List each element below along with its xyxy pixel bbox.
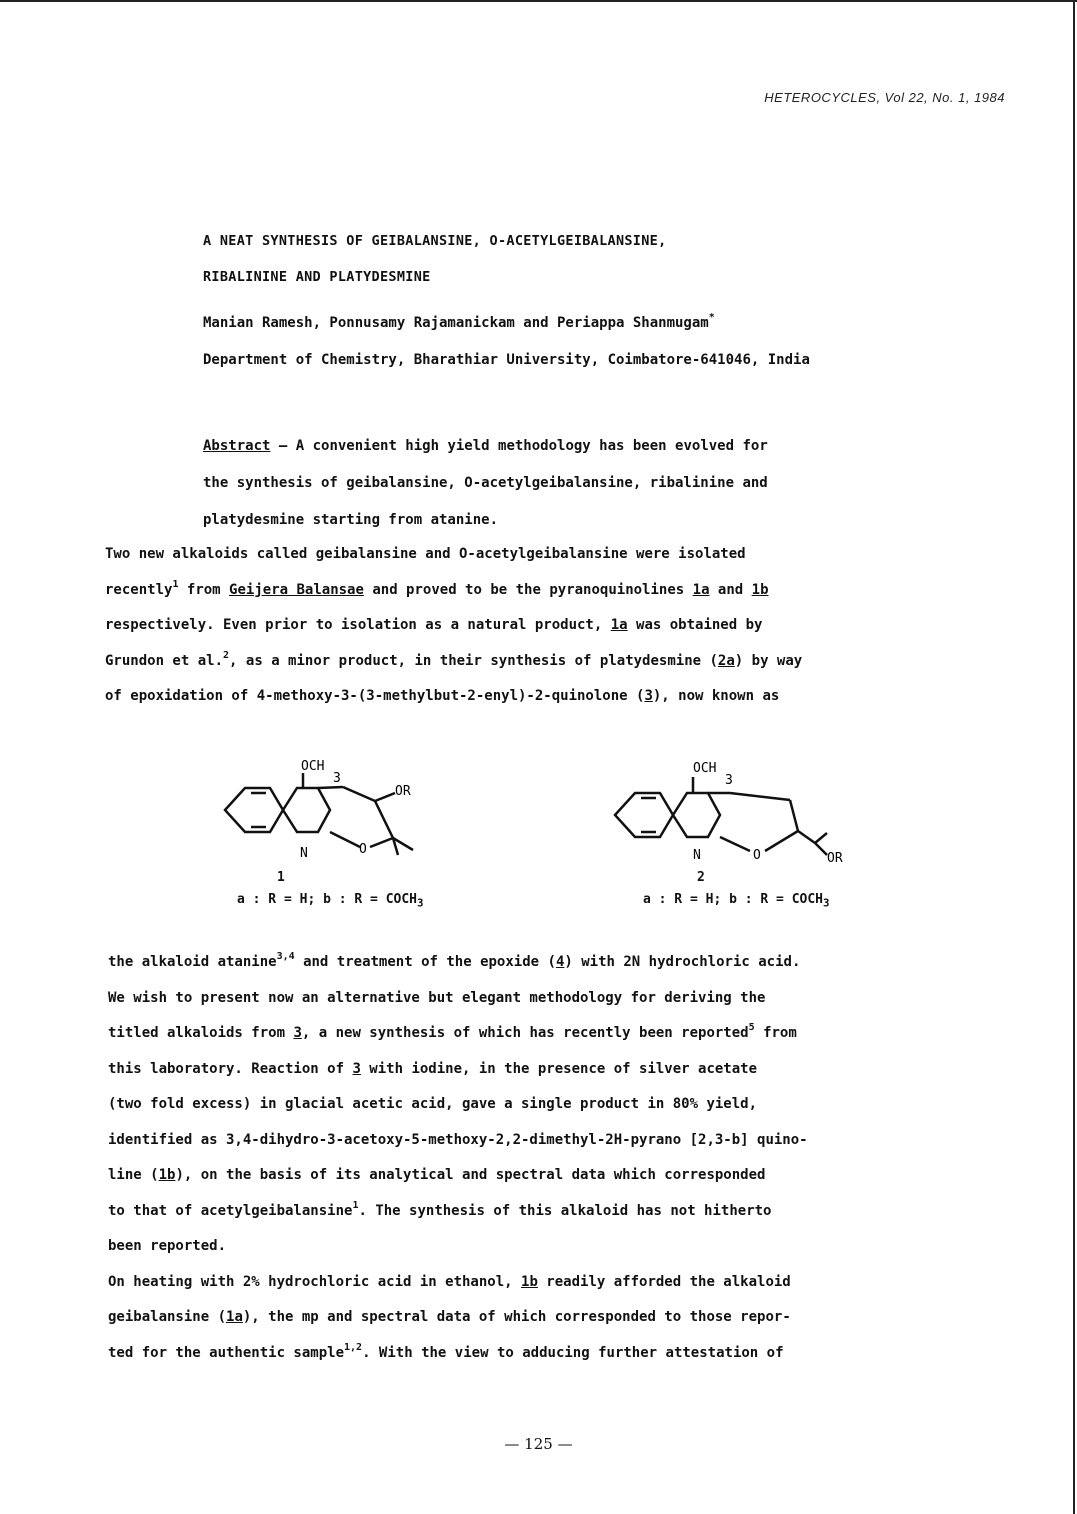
- body-line: We wish to present now an alternative but elegant methodology for deriving the: [108, 989, 766, 1006]
- compound-ref: 3: [644, 688, 653, 704]
- ref-citation: 5: [748, 1022, 755, 1033]
- intro-line: recently$^1$ from Geijera Balansae and proved to be the pyranoquinolines 1a and 1b: [105, 578, 769, 598]
- ref-citation: 2: [223, 649, 230, 661]
- compound-ref: 1b: [751, 581, 769, 598]
- och3-label: OCH: [301, 759, 325, 774]
- affiliation: Department of Chemistry, Bharathiar University, Coimbatore-641046, India: [203, 352, 810, 368]
- oxygen-label: O: [753, 848, 761, 863]
- body-line: the alkaloid atanine$^{3,4}$ and treatment of the epoxide (4) with 2N hydrochloric acid.: [108, 951, 801, 970]
- body-line: geibalansine (1a), the mp and spectral data of which corresponded to those repor-: [108, 1309, 791, 1325]
- body-paragraph: [108, 945, 808, 1371]
- compound-ref: 2a: [717, 652, 735, 669]
- intro-line: Grundon et al.$^2$, as a minor product, in their synthesis of platydesmine (2a) by way: [105, 649, 803, 669]
- body-line: On heating with 2% hydrochloric acid in ethanol, 1b readily afforded the alkaloid: [108, 1273, 791, 1290]
- article-title-line-1: A NEAT SYNTHESIS OF GEIBALANSINE, O-ACETYLGEIBALANSINE,: [203, 233, 667, 249]
- body-line: this laboratory. Reaction of 3 with iodine, in the presence of silver acetate: [108, 1060, 758, 1077]
- species-name: Geijera Balansae: [229, 581, 364, 598]
- structure-2-furoquinoline: [605, 755, 865, 870]
- page-border-right: [1073, 0, 1075, 1514]
- body-line: ted for the authentic sample$^{1,2}$. With the view to adducing further attestation of: [108, 1341, 784, 1361]
- compound-ref: 1a: [692, 581, 710, 598]
- och3-subscript: 3: [725, 773, 733, 788]
- body-line: (two fold excess) in glacial acetic acid, gave a single product in 80% yield,: [108, 1096, 758, 1112]
- authors-text: Manian Ramesh, Ponnusamy Rajamanickam and Periappa Shanmugam: [203, 315, 709, 331]
- structure-2-number: 2: [697, 870, 705, 885]
- or-label: OR: [827, 851, 843, 866]
- abstract-line-3: platydesmine starting from atanine.: [203, 512, 499, 528]
- journal-header: HETEROCYCLES, Vol 22, No. 1, 1984: [764, 90, 1005, 105]
- or-label: OR: [395, 784, 411, 799]
- compound-ref: 1a: [610, 617, 628, 633]
- article-title-line-2: RIBALININE AND PLATYDESMINE: [203, 269, 431, 285]
- corresponding-author-mark: *: [708, 312, 715, 323]
- structure-2-caption: a : R = H; b : $R = COCH_3$: [643, 892, 830, 910]
- structure-1-pyranoquinoline: [215, 755, 445, 865]
- compound-ref: 1b: [158, 1167, 176, 1183]
- compound-ref: 1b: [521, 1273, 538, 1290]
- intro-line: of epoxidation of 4-methoxy-3-(3-methylbut-2-enyl)-2-quinolone (3), now known as: [105, 688, 780, 704]
- intro-line: respectively. Even prior to isolation as a natural product, 1a was obtained by: [105, 617, 763, 633]
- och3-label: OCH: [693, 761, 717, 776]
- compound-ref: 3: [352, 1060, 361, 1077]
- abstract-line-2: the synthesis of geibalansine, O-acetylgeibalansine, ribalinine and: [203, 475, 768, 491]
- body-line: line (1b), on the basis of its analytical and spectral data which corresponded: [108, 1167, 766, 1183]
- body-line: titled alkaloids from 3, a new synthesis of which has recently been reported$^5$ from: [108, 1022, 797, 1041]
- ref-citation: 3,4: [276, 951, 295, 962]
- ref-citation: 1: [352, 1199, 359, 1211]
- compound-ref: 1a: [226, 1309, 243, 1325]
- ref-citation: 1: [172, 578, 179, 590]
- body-line: to that of acetylgeibalansine$^1$. The synthesis of this alkaloid has not hitherto: [108, 1199, 772, 1219]
- structure-1-caption: a : R = H; b : $R = COCH_3$: [237, 892, 424, 910]
- nitrogen-label: N: [300, 846, 308, 861]
- oxygen-label: O: [359, 842, 367, 857]
- compound-ref: 4: [555, 954, 565, 970]
- structure-1-number: 1: [277, 870, 285, 885]
- page-border-top: [0, 0, 1077, 2]
- intro-line: Two new alkaloids called geibalansine and O-acetylgeibalansine were isolated: [105, 546, 746, 562]
- ref-citation: 1,2: [344, 1341, 363, 1353]
- author-list: [203, 312, 715, 331]
- intro-paragraph: [105, 537, 802, 715]
- nitrogen-label: N: [693, 848, 701, 863]
- abstract-heading: Abstract: [203, 438, 271, 454]
- abstract-line-1: Abstract — A convenient high yield methodology has been evolved for: [203, 438, 768, 454]
- page-number: — 125 —: [504, 1435, 573, 1453]
- abstract: [203, 428, 973, 539]
- body-line: identified as 3,4-dihydro-3-acetoxy-5-methoxy-2,2-dimethyl-2H-pyrano [2,3-b] quino-: [108, 1131, 808, 1148]
- body-line: been reported.: [108, 1238, 227, 1254]
- compound-ref: 3: [293, 1025, 302, 1041]
- och3-subscript: 3: [333, 771, 341, 786]
